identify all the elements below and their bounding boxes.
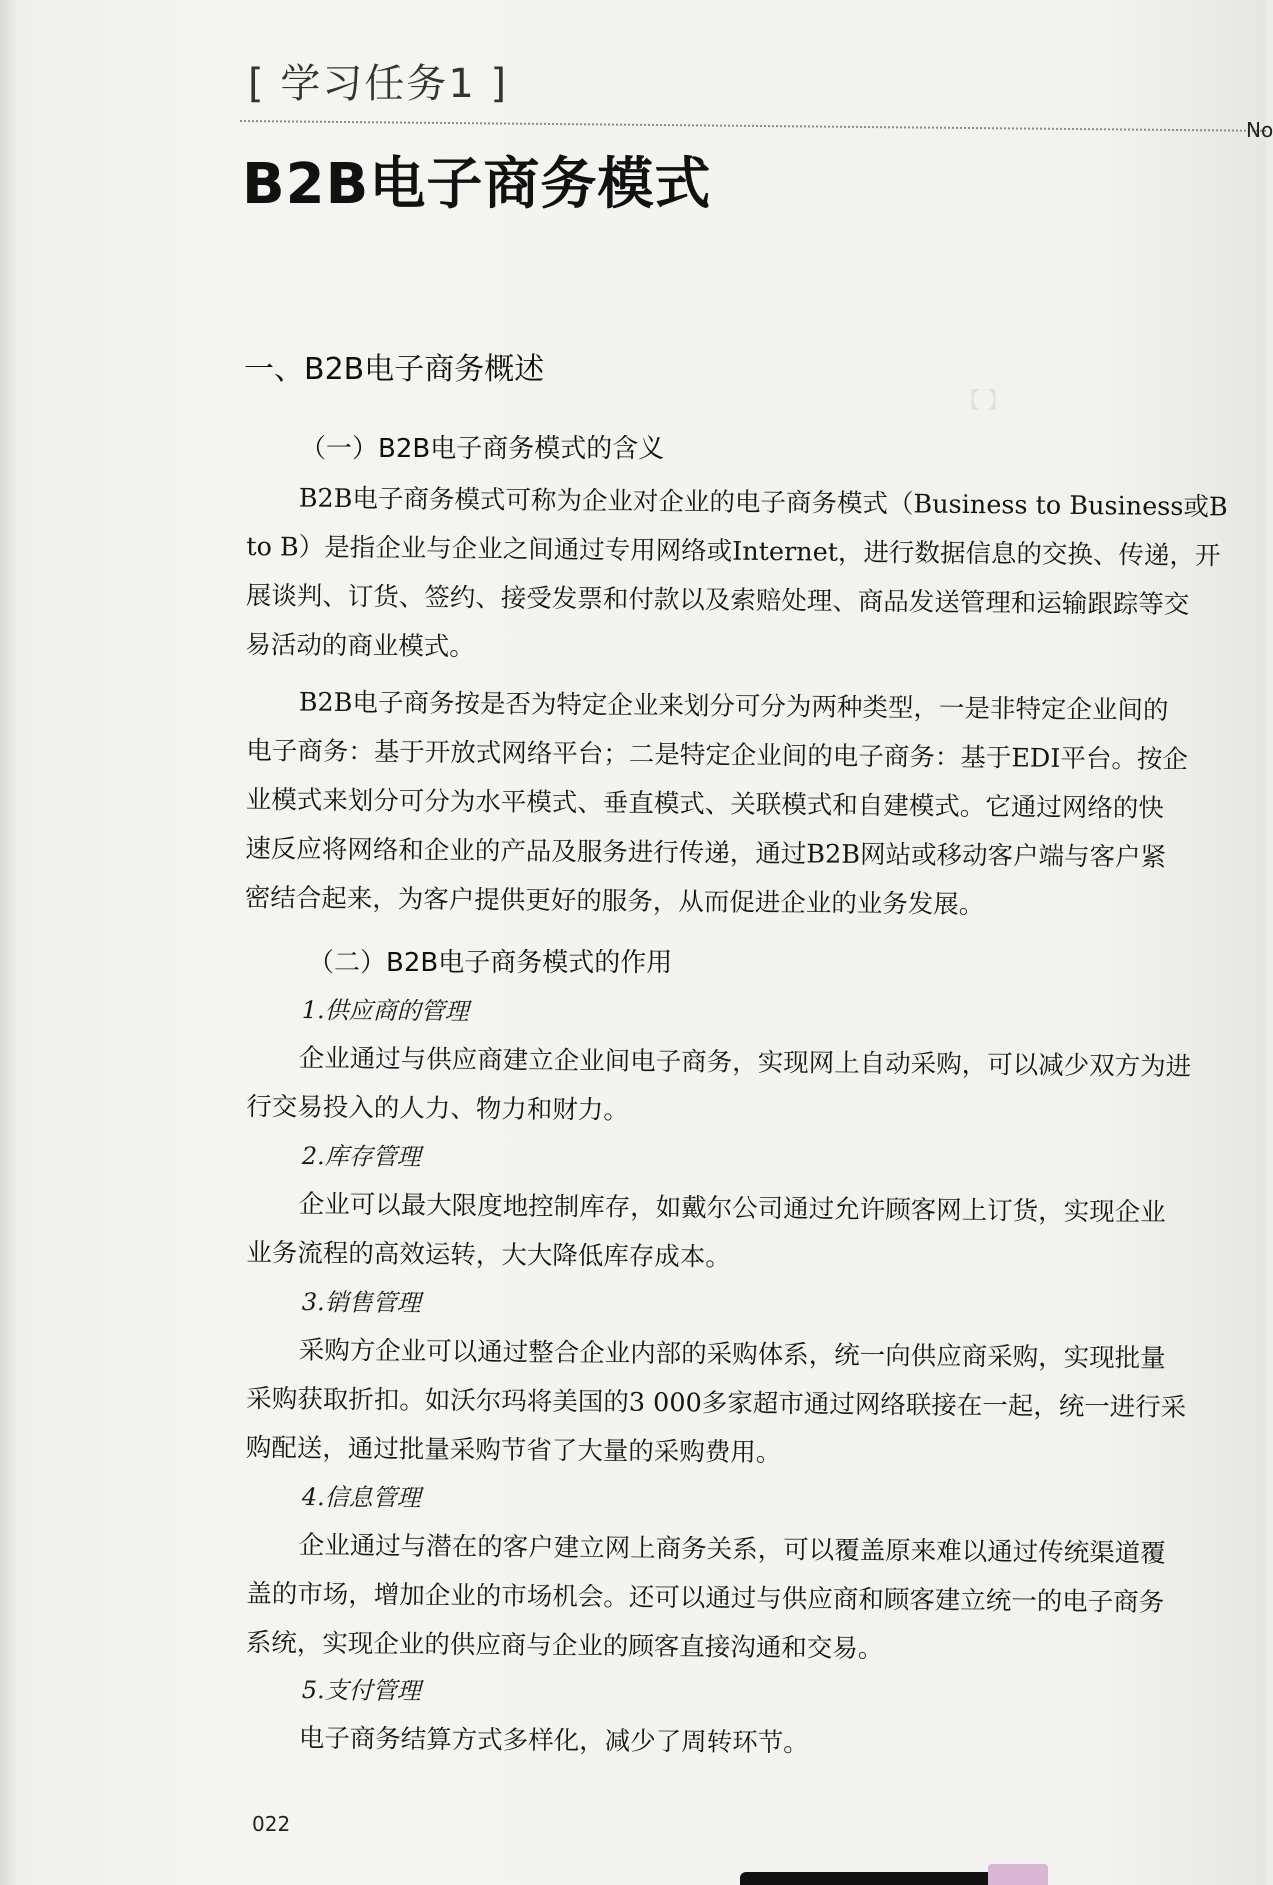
text-line: B2B电子商务按是否为特定企业来划分可分为两种类型，一是非特定企业间的 — [298, 687, 1169, 726]
page-title: B2B电子商务模式 — [242, 152, 712, 217]
text-line: 速反应将网络和企业的产品及服务进行传递，通过B2B网站或移动客户端与客户紧 — [245, 833, 1167, 873]
item-title-information: 4.信息管理 — [301, 1482, 421, 1513]
text-line: 盖的市场，增加企业的市场机会。还可以通过与供应商和顾客建立统一的电子商务 — [246, 1578, 1165, 1618]
paragraph-types — [245, 678, 1266, 933]
text-line: 系统，实现企业的供应商与企业的顾客直接沟通和交易。 — [245, 1627, 884, 1665]
text-line: 业务流程的高效运转，大大降低库存成本。 — [246, 1237, 731, 1273]
show-through-text: 【 】 — [958, 389, 1009, 414]
paragraph-inventory — [246, 1180, 1266, 1288]
text-line: to B）是指企业与企业之间通过专用网络或Internet，进行数据信息的交换、传递，开 — [246, 531, 1221, 572]
text-line: 电子商务：基于开放式网络平台；二是特定企业间的电子商务：基于EDI平台。按企 — [246, 735, 1189, 776]
text-line: 展谈判、订货、签约、接受发票和付款以及索赔处理、商品发送管理和运输跟踪等交 — [245, 580, 1190, 621]
subsection-2-heading: （二）B2B电子商务模式的作用 — [308, 948, 673, 978]
task-label: [ 学习任务1 ] — [248, 61, 509, 107]
paragraph-definition — [245, 474, 1266, 680]
paragraph-supplier — [246, 1034, 1266, 1142]
text-line: 采购获取折扣。如沃尔玛将美国的3 000多家超市通过网络联接在一起，统一进行采 — [246, 1383, 1187, 1424]
corner-note: No — [1246, 118, 1273, 142]
text-line: B2B电子商务模式可称为企业对企业的电子商务模式（Business to Business或B — [298, 483, 1228, 523]
subsection-1-heading: （一）B2B电子商务模式的含义 — [300, 434, 665, 464]
paragraph-information — [246, 1521, 1266, 1678]
sticky-tab — [988, 1864, 1048, 1885]
item-title-sales: 3.销售管理 — [301, 1287, 421, 1318]
item-title-supplier: 1.供应商的管理 — [301, 995, 469, 1026]
section-heading: 一、B2B电子商务概述 — [244, 352, 545, 387]
text-line: 企业可以最大限度地控制库存，如戴尔公司通过允许顾客网上订货，实现企业 — [298, 1189, 1166, 1228]
item-title-payment: 5.支付管理 — [301, 1675, 421, 1706]
paragraph-sales — [246, 1326, 1266, 1483]
text-line: 业模式来划分可分为水平模式、垂直模式、关联模式和自建模式。它通过网络的快 — [245, 784, 1164, 824]
dotted-divider — [240, 120, 1266, 132]
item-title-inventory: 2.库存管理 — [301, 1141, 421, 1172]
text-line: 易活动的商业模式。 — [245, 629, 476, 663]
text-line: 密结合起来，为客户提供更好的服务，从而促进企业的业务发展。 — [244, 882, 985, 921]
page-number: 022 — [252, 1812, 291, 1836]
text-line: 购配送，通过批量采购节省了大量的采购费用。 — [245, 1432, 782, 1469]
text-line: 企业通过与供应商建立企业间电子商务，实现网上自动采购，可以减少双方为进 — [298, 1043, 1192, 1083]
text-line: 企业通过与潜在的客户建立网上商务关系，可以覆盖原来难以通过传统渠道覆 — [298, 1530, 1166, 1569]
paragraph-payment — [247, 1714, 1266, 1773]
text-line: 采购方企业可以通过整合企业内部的采购体系，统一向供应商采购，实现批量 — [298, 1335, 1166, 1374]
text-line: 电子商务结算方式多样化，减少了周转环节。 — [298, 1723, 809, 1759]
text-line: 行交易投入的人力、物力和财力。 — [246, 1091, 629, 1126]
